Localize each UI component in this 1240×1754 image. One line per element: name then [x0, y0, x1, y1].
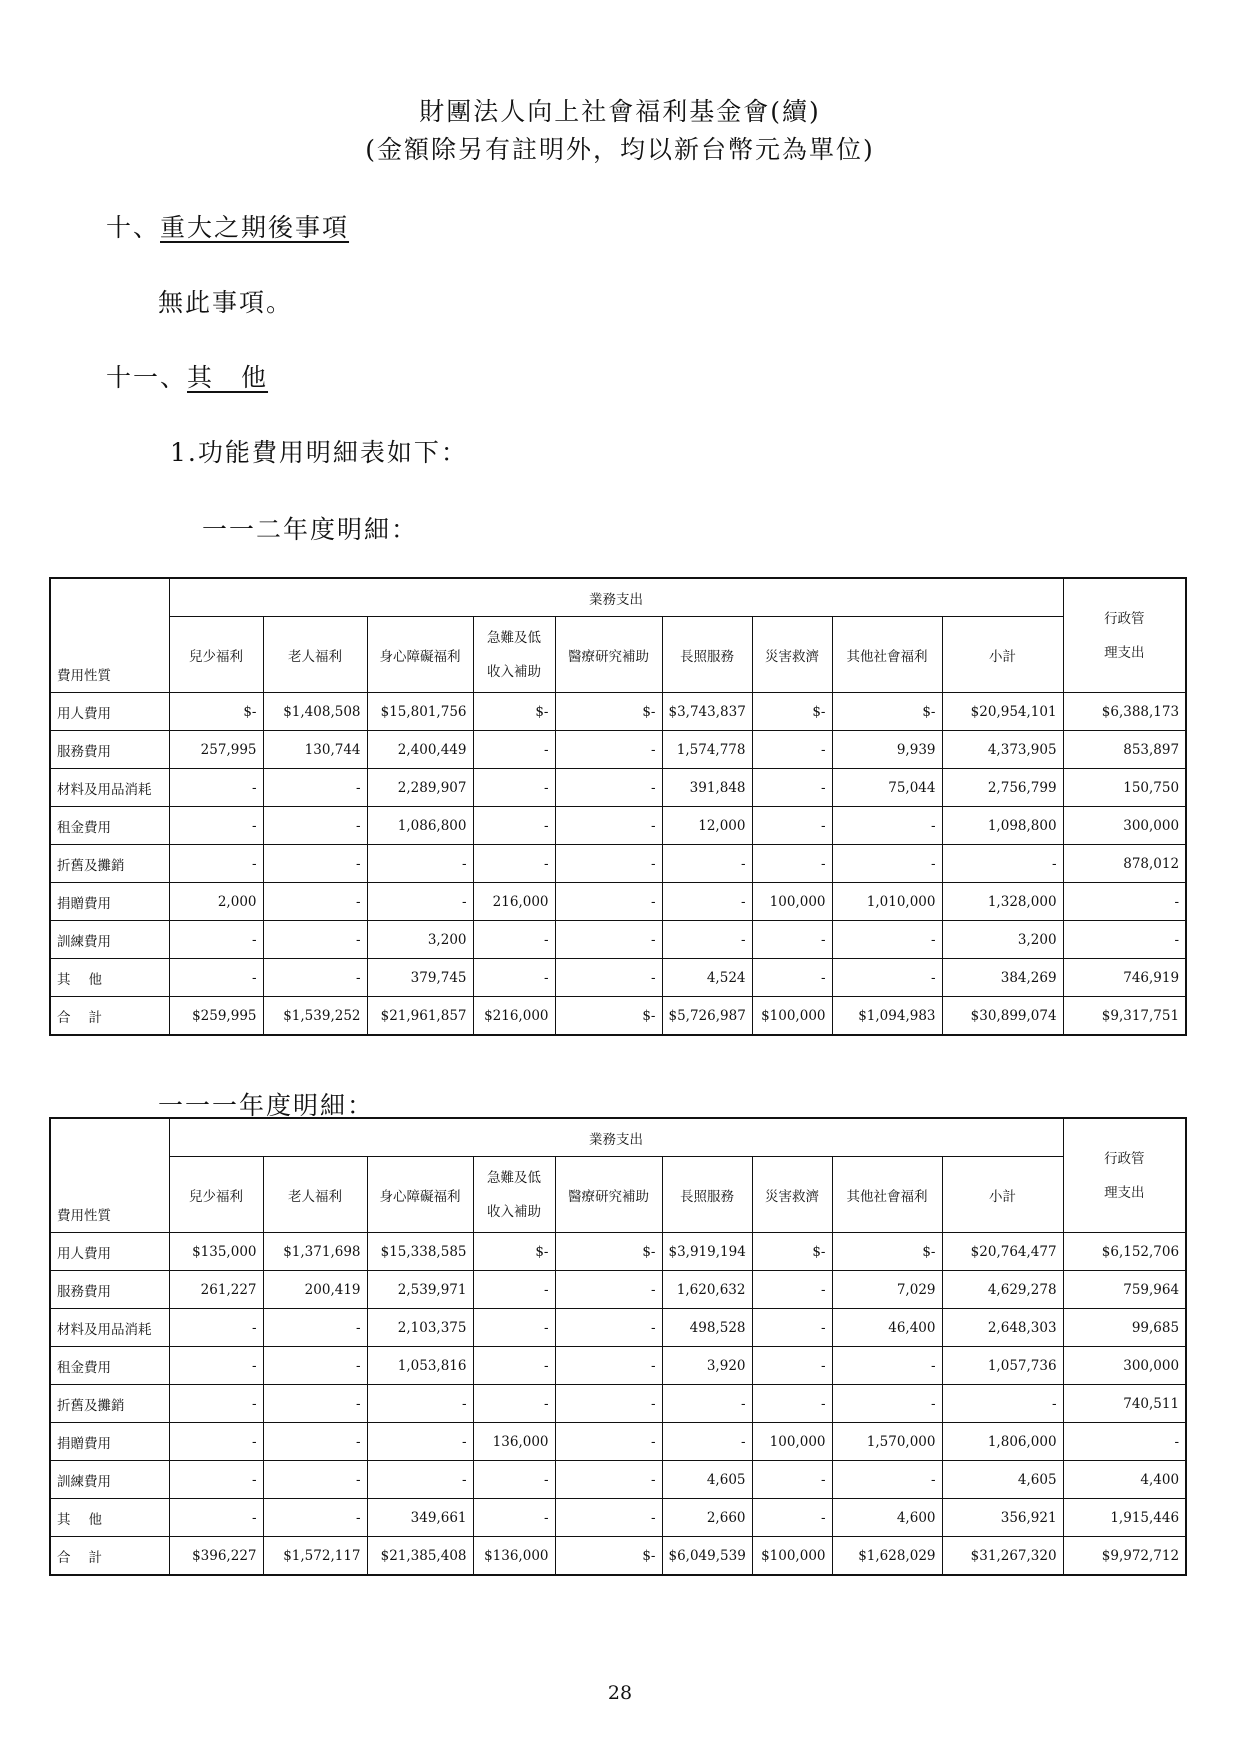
table-cell: 1,053,816	[367, 1347, 473, 1385]
column-header-line1: 小計	[989, 648, 1017, 665]
row-label: 捐贈費用	[50, 883, 169, 921]
header-admin-expense	[1063, 578, 1186, 693]
table-cell: -	[169, 769, 263, 807]
table-cell: $-	[473, 693, 555, 731]
table-cell: -	[263, 845, 367, 883]
table-cell: $20,764,477	[942, 1233, 1063, 1271]
table-cell: -	[263, 1499, 367, 1537]
column-header-line1: 長照服務	[680, 1188, 734, 1205]
table-cell: $1,094,983	[832, 997, 942, 1036]
table-row	[50, 1461, 1186, 1499]
table-cell: -	[169, 1499, 263, 1537]
row-label: 租金費用	[50, 807, 169, 845]
table-cell: -	[942, 1385, 1063, 1423]
table-cell: $6,388,173	[1063, 693, 1186, 731]
table-cell: -	[169, 1461, 263, 1499]
table-row	[50, 1347, 1186, 1385]
table-cell: $1,408,508	[263, 693, 367, 731]
table-cell: $9,317,751	[1063, 997, 1186, 1036]
table-cell: $21,961,857	[367, 997, 473, 1036]
table-row	[50, 959, 1186, 997]
document-subtitle: (金額除另有註明外，均以新台幣元為單位)	[365, 135, 875, 164]
table-cell: 46,400	[832, 1309, 942, 1347]
row-label: 服務費用	[50, 1271, 169, 1309]
table-cell: $-	[555, 1537, 662, 1576]
table-cell: $15,801,756	[367, 693, 473, 731]
column-header	[555, 1157, 662, 1233]
table-row	[50, 1499, 1186, 1537]
table-row	[50, 769, 1186, 807]
column-header-line1: 災害救濟	[765, 1188, 819, 1205]
table-cell: -	[832, 921, 942, 959]
table-cell: 1,806,000	[942, 1423, 1063, 1461]
table-cell: $-	[169, 693, 263, 731]
table-cell: $-	[555, 693, 662, 731]
table-cell: -	[169, 1347, 263, 1385]
column-header-line1: 老人福利	[288, 1188, 342, 1205]
row-label: 其他	[50, 1499, 169, 1537]
table-cell: -	[832, 1385, 942, 1423]
table-cell: -	[752, 845, 832, 883]
table-cell: -	[555, 1461, 662, 1499]
table-cell: $-	[752, 693, 832, 731]
table-cell: $216,000	[473, 997, 555, 1036]
table-cell: -	[555, 1385, 662, 1423]
table-cell: -	[752, 1385, 832, 1423]
table-cell: $30,899,074	[942, 997, 1063, 1036]
table-cell: -	[473, 1309, 555, 1347]
column-header	[555, 617, 662, 693]
table-cell: $3,743,837	[662, 693, 752, 731]
table-cell: 4,524	[662, 959, 752, 997]
table-cell: $6,049,539	[662, 1537, 752, 1576]
row-label: 折舊及攤銷	[50, 845, 169, 883]
header-row-group	[50, 1118, 1186, 1157]
table-cell: $135,000	[169, 1233, 263, 1271]
table-cell: 1,620,632	[662, 1271, 752, 1309]
column-header-line1: 兒少福利	[189, 648, 243, 665]
table-cell: -	[555, 845, 662, 883]
column-header-line1: 身心障礙福利	[379, 1188, 461, 1205]
row-label: 用人費用	[50, 1233, 169, 1271]
table-row	[50, 997, 1186, 1036]
table-cell: 1,010,000	[832, 883, 942, 921]
table-cell: 130,744	[263, 731, 367, 769]
table-cell: 9,939	[832, 731, 942, 769]
table-cell: 740,511	[1063, 1385, 1186, 1423]
table-cell: 2,103,375	[367, 1309, 473, 1347]
table-cell: 3,200	[942, 921, 1063, 959]
table-cell: -	[169, 845, 263, 883]
column-header-line2: 收入補助	[487, 663, 541, 680]
table-cell: 136,000	[473, 1423, 555, 1461]
table-cell: -	[662, 845, 752, 883]
table-cell: 12,000	[662, 807, 752, 845]
table-cell: 99,685	[1063, 1309, 1186, 1347]
table-cell: 216,000	[473, 883, 555, 921]
table-cell: 100,000	[752, 1423, 832, 1461]
table-cell: -	[367, 883, 473, 921]
table-cell: -	[752, 1461, 832, 1499]
row-label: 用人費用	[50, 693, 169, 731]
table-row	[50, 921, 1186, 959]
table-cell: -	[752, 1271, 832, 1309]
section-11-title: 其 他	[187, 363, 269, 392]
table-cell: 300,000	[1063, 1347, 1186, 1385]
document-title: 財團法人向上社會福利基金會(續)	[419, 97, 821, 126]
table-cell: -	[263, 1347, 367, 1385]
table-cell: -	[473, 845, 555, 883]
table-cell: -	[473, 769, 555, 807]
header-expense-nature: 費用性質	[50, 578, 169, 693]
table-cell: -	[832, 1347, 942, 1385]
table-cell: -	[263, 1461, 367, 1499]
table-cell: -	[169, 1423, 263, 1461]
table-cell: 3,920	[662, 1347, 752, 1385]
row-label: 材料及用品消耗	[50, 769, 169, 807]
table-row	[50, 693, 1186, 731]
table-cell: -	[263, 1309, 367, 1347]
table-cell: 759,964	[1063, 1271, 1186, 1309]
section-10-title: 重大之期後事項	[160, 213, 350, 242]
table-cell: 391,848	[662, 769, 752, 807]
table-cell: -	[662, 921, 752, 959]
table-cell: 4,605	[942, 1461, 1063, 1499]
header-admin-line2: 理支出	[1104, 644, 1145, 661]
table-cell: -	[473, 731, 555, 769]
table-cell: $20,954,101	[942, 693, 1063, 731]
page-number: 28	[607, 1682, 633, 1704]
column-header	[169, 617, 263, 693]
table-cell: $5,726,987	[662, 997, 752, 1036]
section-11-number: 十一、	[106, 363, 188, 392]
column-header-line1: 老人福利	[288, 648, 342, 665]
column-header	[263, 1157, 367, 1233]
header-row-columns	[50, 617, 1186, 693]
column-header	[263, 617, 367, 693]
table-cell: 2,660	[662, 1499, 752, 1537]
table-cell: -	[555, 1309, 662, 1347]
table-cell: -	[263, 1423, 367, 1461]
column-header-line1: 身心障礙福利	[379, 648, 461, 665]
row-label: 捐贈費用	[50, 1423, 169, 1461]
column-header	[662, 617, 752, 693]
section-11-heading	[106, 358, 268, 394]
table-cell: $1,628,029	[832, 1537, 942, 1576]
table-cell: $6,152,706	[1063, 1233, 1186, 1271]
table-cell: $1,572,117	[263, 1537, 367, 1576]
table-cell: $-	[555, 1233, 662, 1271]
table-cell: 4,400	[1063, 1461, 1186, 1499]
table-cell: 1,915,446	[1063, 1499, 1186, 1537]
table-cell: -	[169, 921, 263, 959]
column-header	[367, 1157, 473, 1233]
table-cell: 75,044	[832, 769, 942, 807]
column-header-line1: 急難及低	[487, 629, 541, 646]
header-admin-line2: 理支出	[1104, 1184, 1145, 1201]
table-cell: 1,328,000	[942, 883, 1063, 921]
table-cell: -	[555, 1271, 662, 1309]
column-header-line1: 醫療研究補助	[568, 1188, 649, 1205]
table-cell: 1,570,000	[832, 1423, 942, 1461]
table-cell: -	[752, 1309, 832, 1347]
row-label: 訓練費用	[50, 921, 169, 959]
header-row-columns	[50, 1157, 1186, 1233]
table-cell: 4,629,278	[942, 1271, 1063, 1309]
table-row	[50, 883, 1186, 921]
row-label: 合計	[50, 1537, 169, 1576]
table-row	[50, 1385, 1186, 1423]
table-cell: -	[752, 959, 832, 997]
table-cell: 100,000	[752, 883, 832, 921]
row-label: 訓練費用	[50, 1461, 169, 1499]
table-cell: 2,648,303	[942, 1309, 1063, 1347]
year-111-label: 一一一年度明細：	[158, 1091, 375, 1120]
table-cell: -	[555, 921, 662, 959]
table-cell: -	[473, 807, 555, 845]
table-cell: -	[555, 769, 662, 807]
table-cell: 853,897	[1063, 731, 1186, 769]
section-10-heading	[106, 208, 349, 244]
table-cell: 4,600	[832, 1499, 942, 1537]
table-cell: -	[263, 1385, 367, 1423]
column-header-line1: 其他社會福利	[846, 648, 928, 665]
table-cell: 4,373,905	[942, 731, 1063, 769]
column-header-line1: 小計	[989, 1188, 1017, 1205]
table-cell: $9,972,712	[1063, 1537, 1186, 1576]
table-row	[50, 1537, 1186, 1576]
column-header	[473, 1157, 555, 1233]
header-business-expense: 業務支出	[169, 1118, 1063, 1157]
table-cell: -	[473, 1499, 555, 1537]
table-cell: -	[942, 845, 1063, 883]
table-cell: -	[169, 959, 263, 997]
table-cell: -	[367, 1461, 473, 1499]
column-header	[367, 617, 473, 693]
column-header	[662, 1157, 752, 1233]
table-cell: -	[473, 921, 555, 959]
table-cell: 2,539,971	[367, 1271, 473, 1309]
table-cell: 1,057,736	[942, 1347, 1063, 1385]
table-cell: 498,528	[662, 1309, 752, 1347]
row-label: 租金費用	[50, 1347, 169, 1385]
column-header-line1: 長照服務	[680, 648, 734, 665]
table-row	[50, 1233, 1186, 1271]
table-cell: 2,400,449	[367, 731, 473, 769]
table-row	[50, 1423, 1186, 1461]
table-cell: -	[555, 1423, 662, 1461]
table-cell: 1,574,778	[662, 731, 752, 769]
header-admin-line1: 行政管	[1104, 1150, 1145, 1167]
table-cell: -	[555, 807, 662, 845]
row-label: 服務費用	[50, 731, 169, 769]
table-cell: 1,086,800	[367, 807, 473, 845]
column-header	[832, 617, 942, 693]
header-business-expense: 業務支出	[169, 578, 1063, 617]
column-header	[169, 1157, 263, 1233]
table-cell: $100,000	[752, 997, 832, 1036]
column-header-line1: 兒少福利	[189, 1188, 243, 1205]
table-cell: -	[169, 807, 263, 845]
table-cell: $259,995	[169, 997, 263, 1036]
table-cell: -	[832, 1461, 942, 1499]
table-cell: -	[473, 1461, 555, 1499]
table-cell: -	[263, 883, 367, 921]
table-body-111	[50, 1118, 1186, 1575]
table-cell: -	[752, 921, 832, 959]
table-cell: -	[662, 1423, 752, 1461]
section-10-number: 十、	[106, 213, 161, 242]
table-cell: 379,745	[367, 959, 473, 997]
year-112-label: 一一二年度明細：	[202, 515, 419, 544]
table-cell: $15,338,585	[367, 1233, 473, 1271]
header-admin-line1: 行政管	[1104, 610, 1145, 627]
column-header	[752, 617, 832, 693]
table-cell: $21,385,408	[367, 1537, 473, 1576]
table-cell: -	[832, 845, 942, 883]
table-cell: -	[169, 1385, 263, 1423]
table-cell: $-	[752, 1233, 832, 1271]
table-cell: -	[752, 1347, 832, 1385]
column-header-line1: 災害救濟	[765, 648, 819, 665]
table-cell: -	[473, 1385, 555, 1423]
table-cell: -	[263, 769, 367, 807]
column-header-line2: 收入補助	[487, 1203, 541, 1220]
table-cell: 300,000	[1063, 807, 1186, 845]
table-cell: -	[169, 1309, 263, 1347]
table-cell: $1,539,252	[263, 997, 367, 1036]
table-row	[50, 731, 1186, 769]
table-cell: 7,029	[832, 1271, 942, 1309]
table-cell: -	[367, 1423, 473, 1461]
column-header-line1: 其他社會福利	[846, 1188, 928, 1205]
table-body-112	[50, 578, 1186, 1035]
table-cell: -	[832, 807, 942, 845]
column-header-line1: 醫療研究補助	[568, 648, 649, 665]
table-cell: 150,750	[1063, 769, 1186, 807]
table-cell: $-	[473, 1233, 555, 1271]
table-cell: -	[1063, 921, 1186, 959]
item-1-label: 1.功能費用明細表如下：	[170, 438, 468, 467]
table-cell: 4,605	[662, 1461, 752, 1499]
expense-table-112	[49, 577, 1187, 1036]
table-cell: -	[367, 845, 473, 883]
table-cell: -	[473, 1271, 555, 1309]
table-cell: -	[473, 1347, 555, 1385]
table-cell: 746,919	[1063, 959, 1186, 997]
table-cell: 3,200	[367, 921, 473, 959]
header-admin-expense	[1063, 1118, 1186, 1233]
table-cell: -	[555, 1347, 662, 1385]
table-cell: 257,995	[169, 731, 263, 769]
table-cell: $31,267,320	[942, 1537, 1063, 1576]
table-cell: -	[752, 807, 832, 845]
column-header	[942, 1157, 1063, 1233]
table-cell: -	[752, 1499, 832, 1537]
column-header-line1: 急難及低	[487, 1169, 541, 1186]
expense-table-111	[49, 1117, 1187, 1576]
table-row	[50, 1309, 1186, 1347]
table-cell: 1,098,800	[942, 807, 1063, 845]
table-cell: -	[662, 1385, 752, 1423]
table-cell: -	[1063, 1423, 1186, 1461]
table-cell: -	[832, 959, 942, 997]
table-cell: 2,289,907	[367, 769, 473, 807]
table-cell: -	[473, 959, 555, 997]
table-cell: -	[263, 807, 367, 845]
table-cell: 878,012	[1063, 845, 1186, 883]
table-cell: $3,919,194	[662, 1233, 752, 1271]
table-cell: $-	[832, 693, 942, 731]
table-row	[50, 807, 1186, 845]
row-label: 其他	[50, 959, 169, 997]
table-cell: -	[263, 959, 367, 997]
row-label: 合計	[50, 997, 169, 1036]
table-cell: 356,921	[942, 1499, 1063, 1537]
table-cell: -	[752, 769, 832, 807]
section-10-body: 無此事項。	[158, 288, 294, 317]
table-cell: -	[555, 959, 662, 997]
row-label: 材料及用品消耗	[50, 1309, 169, 1347]
table-cell: $136,000	[473, 1537, 555, 1576]
row-label: 折舊及攤銷	[50, 1385, 169, 1423]
table-cell: $-	[832, 1233, 942, 1271]
table-cell: 200,419	[263, 1271, 367, 1309]
table-cell: $-	[555, 997, 662, 1036]
column-header	[473, 617, 555, 693]
table-row	[50, 845, 1186, 883]
header-row-group	[50, 578, 1186, 617]
table-cell: 384,269	[942, 959, 1063, 997]
table-cell: -	[555, 731, 662, 769]
table-row	[50, 1271, 1186, 1309]
table-cell: -	[263, 921, 367, 959]
table-cell: 2,756,799	[942, 769, 1063, 807]
table-cell: $1,371,698	[263, 1233, 367, 1271]
table-cell: -	[1063, 883, 1186, 921]
table-cell: -	[752, 731, 832, 769]
table-cell: $396,227	[169, 1537, 263, 1576]
column-header	[752, 1157, 832, 1233]
table-cell: 349,661	[367, 1499, 473, 1537]
column-header	[942, 617, 1063, 693]
table-cell: -	[367, 1385, 473, 1423]
column-header	[832, 1157, 942, 1233]
table-cell: -	[555, 883, 662, 921]
header-expense-nature: 費用性質	[50, 1118, 169, 1233]
table-cell: -	[555, 1499, 662, 1537]
table-cell: -	[662, 883, 752, 921]
table-cell: 2,000	[169, 883, 263, 921]
table-cell: 261,227	[169, 1271, 263, 1309]
table-cell: $100,000	[752, 1537, 832, 1576]
